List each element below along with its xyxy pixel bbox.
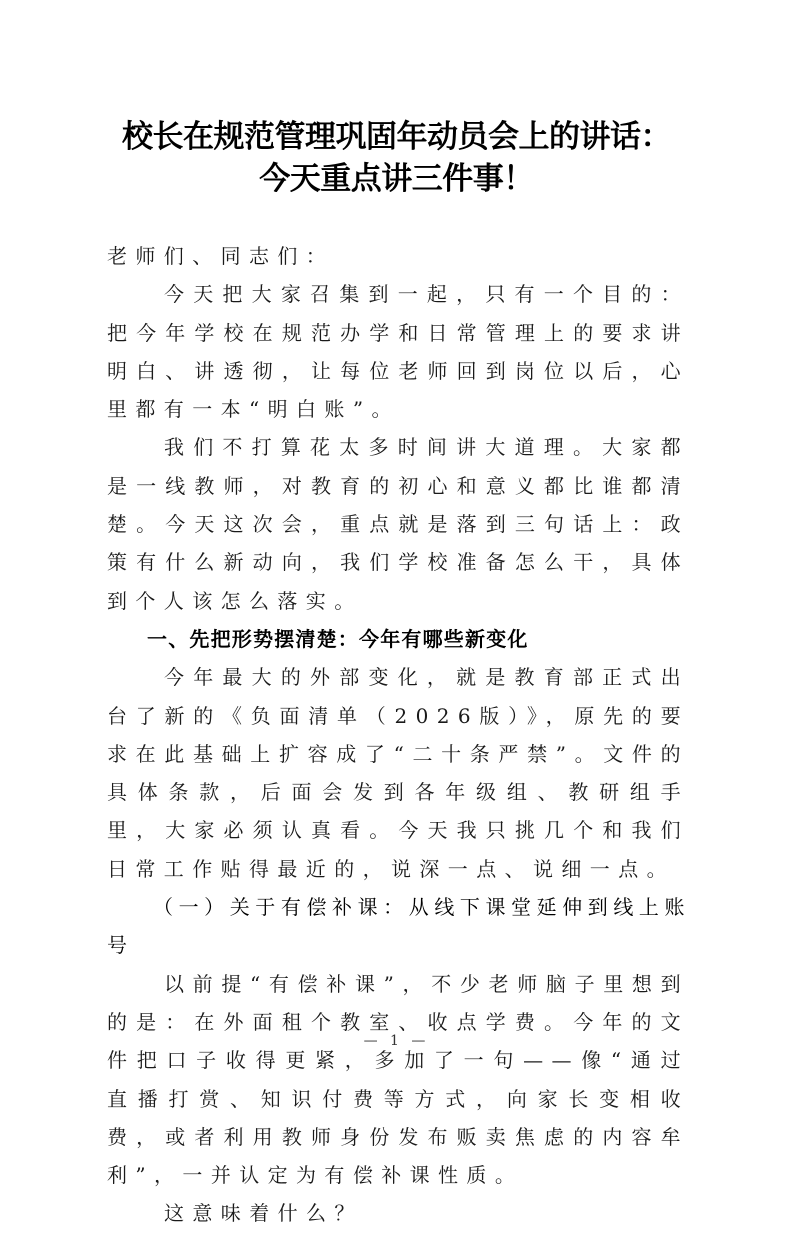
body-paragraph: 今年最大的外部变化，就是教育部正式出台了新的《负面清单（2026版）》，原先的要求在此基础上扩容成了“二十条严禁”。文件的具体条款，后面会发到各年级组、教研组手里，大家必须认真看。今天我只挑几个和我们日常工作贴得最近的，说深一点、说细一点。	[107, 665, 689, 881]
document-title-line-2: 今天重点讲三件事！	[259, 161, 534, 197]
body-paragraph: 我们不打算花太多时间讲大道理。大家都是一线教师，对教育的初心和意义都比谁都清楚。今天这次会，重点就是落到三句话上：政策有什么新动向，我们学校准备怎么干，具体到个人该怎么落实。	[107, 435, 689, 613]
subsection-heading-1: （一）关于有偿补课：从线下课堂延伸到线上账号	[107, 895, 689, 958]
salutation: 老师们、同志们：	[107, 244, 335, 268]
body-paragraph: 今天把大家召集到一起，只有一个目的：把今年学校在规范办学和日常管理上的要求讲明白、讲透彻，让每位老师回到岗位以后，心里都有一本“明白账”。	[107, 282, 689, 422]
document-body	[107, 237, 689, 1233]
page-number: — 1 —	[363, 1033, 430, 1049]
section-heading-1: 一、先把形势摆清楚：今年有哪些新变化	[147, 626, 529, 651]
document-title-line-1: 校长在规范管理巩固年动员会上的讲话：	[122, 119, 671, 155]
body-paragraph: 这意味着什么？	[164, 1201, 363, 1226]
body-paragraph: 以前提“有偿补课”，不少老师脑子里想到的是：在外面租个教室、收点学费。今年的文件把口子收得更紧，多加了一句——像“通过直播打赏、知识付费等方式，向家长变相收费，或者利用教师身份发布贩卖焦虑的内容牟利”，一并认定为有偿补课性质。	[107, 971, 689, 1188]
